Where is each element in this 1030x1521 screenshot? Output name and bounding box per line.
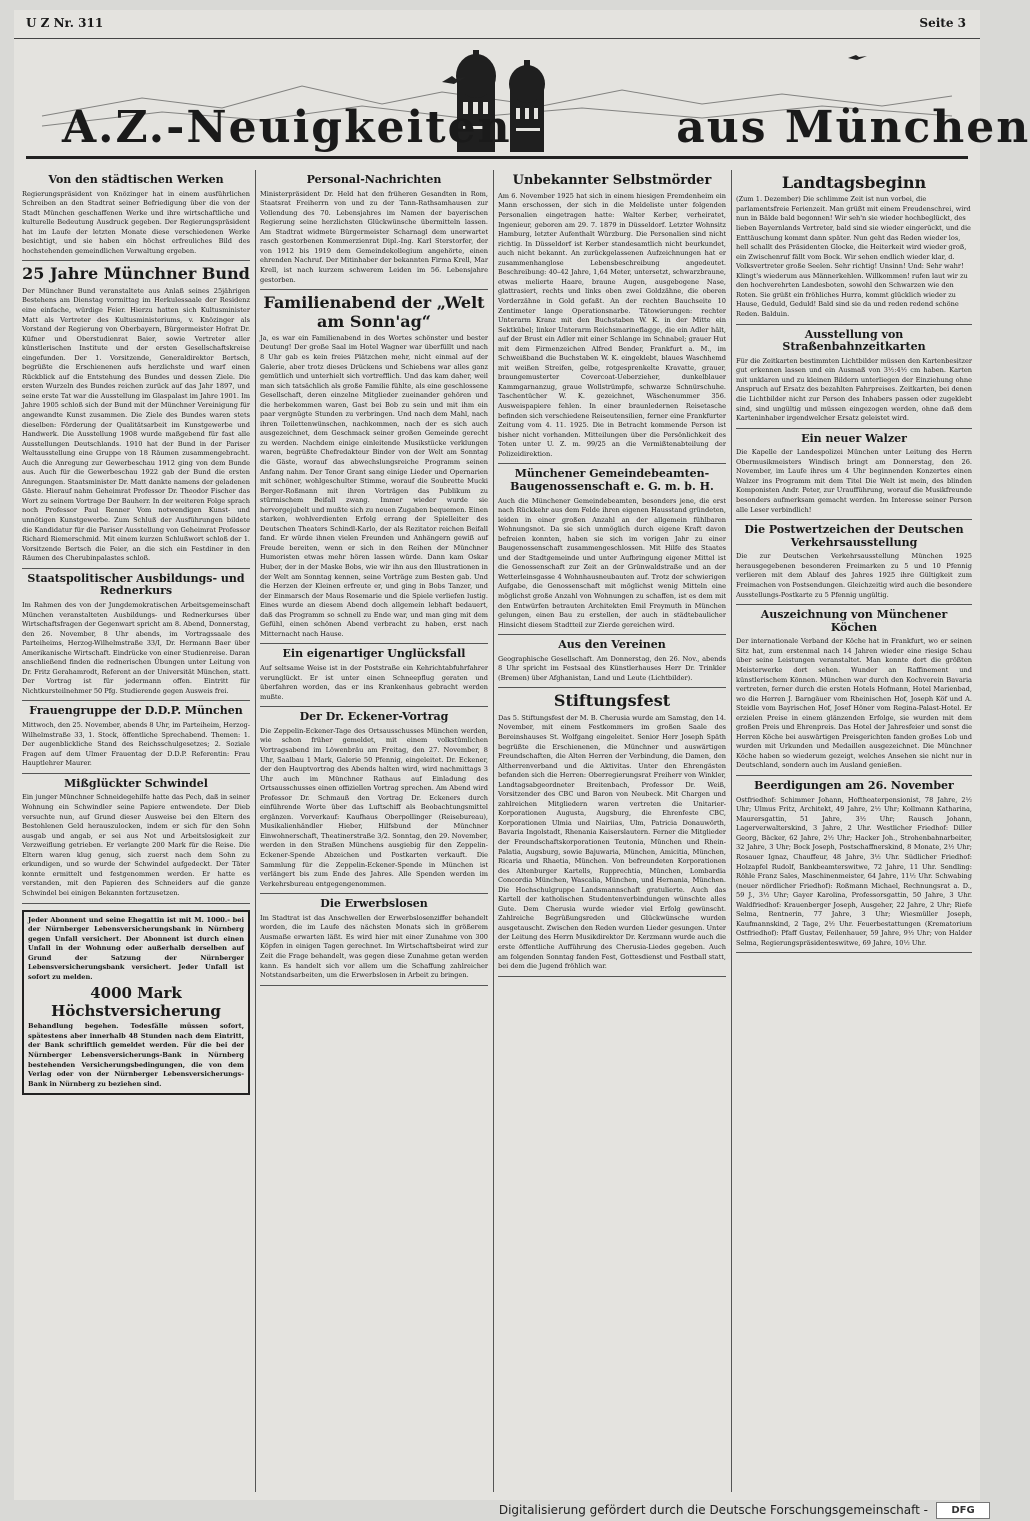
article-divider [260,706,488,707]
issue-number: U Z Nr. 311 [26,16,104,30]
article-headline: Personal-Nachrichten [306,173,442,186]
bird-icon [442,55,867,84]
article [736,524,972,605]
column-4 [736,170,972,1492]
masthead [22,46,1030,166]
article-divider [260,893,488,894]
article-divider [736,519,972,520]
funding-note: Digitalisierung gefördert durch die Deutsche Forschungsgemeinschaft - [498,1503,928,1517]
insurance-notice-box [22,910,250,1096]
article [22,265,250,568]
article-headline: Von den städtischen Werken [48,173,224,186]
article-divider [498,634,726,635]
article-divider [22,773,250,774]
column-rule [731,170,732,1492]
newspaper-page [14,10,1030,1500]
article [498,639,726,688]
article [736,433,972,520]
page-footer [0,1500,1000,1521]
notice-text: Behandlung begehen. Todesfälle müssen sofort, spätestens aber innerhalb 48 Stunden nach dem Eintritt, der Bank schriftlich gemeldet werden. Für die bei der Nürnberger Lebensversicherungs-Bank in Nürnberg bestehenden Versicherungsbedingungen, die von dem Verlag oder von der Nürnberger Lebensversicherungs-Bank in Nürnberg zu beziehen sind. [28,1022,244,1088]
masthead-left: A.Z.-Neuigkeiten [62,102,512,153]
masthead-title [62,102,1030,153]
article-body: Ein junger Münchner Schneidegehilfe hatte das Pech, daß in seiner Wohnung ein Schwindler seine Papiere entwendete. Der Dieb versuchte nun, auf Grund dieser Ausweise bei den Eltern des Bestohlenen Geld herauszulocken, indem er sich für den Sohn ausgab und angab, er sei aus Not und Arbeitslosigkeit zur Verzweiflung getrieben. Er verlangte 200 Mark für die Reise. Die Eltern waren klug genug, sich zuerst nach dem Sohn zu erkundigen, und so wurde der Schwindel aufgedeckt. Der Täter konnte ermittelt und festgenommen werden. Er hatte es verstanden, mit den Papieren des Schneiders auf die ganze Schwindel bei einigen Bekannten fortzusetzen. [22,793,250,897]
column-3 [498,170,726,1492]
article-body: Auch die Münchener Gemeindebeamten, besonders jene, die erst nach Rückkehr aus dem Felde ihren eigenen Hausstand gründeten, leiden in einer großen Anzahl an der allgemein fühlbaren Wohnungsnot. Da sie sich unmöglich durch eigene Kraft davon befreien konnten, haben sie sich im vorigen Jahr zu einer Baugenossenschaft zusammengeschlossen. Mit Hilfe des Staates und der Stadtgemeinde und unter Aufbringung eigener Mittel ist die Genossenschaft zur Zeit an der Grünwaldstraße und an der Wetterleinsgasse 4 Wohnhausneubauten auf. Trotz der schwierigen Aufgabe, die Genossenschaft mit möglichst wenig Mitteln eine möglichst große Anzahl von Wohnungen zu schaffen, ist es dem mit den Entwürfen betrauten Architekten Emil Freymuth in München gelungen, einen Bau zu erstellen, der auch in städtebaulicher Hinsicht diesem Stadtteil zur Zierde gereichen wird. [498,496,726,629]
article-headline: Münchener Gemeindebeamten-Baugenossenschaft e. G. m. b. H. [510,467,714,493]
article-headline: Ausstellung von Straßenbahnzeitkarten [782,327,926,354]
article [736,609,972,776]
article-divider [498,463,726,464]
article-body: Der internationale Verband der Köche hat in Frankfurt, wo er seinen Sitz hat, zum erstenmal nach 14 Jahren wieder eine riesige Schau über seine Leistungen veranstaltet. Man konnte dort die größten Meisterwerke dort sehen. Wunder an Raffinement und künstlerischem Können. München war durch den Kochverein Bavaria vertreten, ferner durch die ersten Hotels Hofmann, Hotel Marienbad, wo die Herren J. Barngäuer vom Rheinischen Hof, Joseph Köf und A. Steidle vom Bayrischen Hof, Josef Höner vom Regina-Palast-Hotel. Er erzielen Preise in einem glänzenden Erfolge, sie wurden mit dem großen Preis und Ehrenpreis. Das Hotel der Jahresfeier und sonst die Herren Köche bei auswärtigen Preisgerichten fanden großes Lob und wurden mit Urkunden und Medaillen ausgezeichnet. Die Münchner Köche haben so wiederum gezeigt, welches Ansehen sie nicht nur in Deutschland, sondern auch im Ausland genießen. [736,637,972,770]
article [260,648,488,707]
article-headline: Stiftungsfest [553,691,671,711]
notice-text: Jeder Abonnent und seine Ehegattin ist mit M. 1000.- bei der Nürnberger Lebensversicherungsbank in Nürnberg gegen Unfall versichert. Der Abonnent ist durch einen Unfall in der Wohnung oder außerhalb derselben auf Grund der Satzung der Nürnberger Lebensversicherungsbank versichert. Jeder Unfall ist sofort zu melden. [28,915,244,981]
article-body: Im Rahmen des von der Jungdemokratischen Arbeitsgemeinschaft München veranstalteten Ausbildungs- und Rednerkurses über Wirtschaftsfragen der Gegenwart spricht am 8. Abend, Donnerstag, den 26. November, 8 Uhr abends, im Vortragssaale des Parteiheims, Herzog-Wilhelmstraße 33/I, Dr. Hermann Baer über Amerikanische Wirtschaft. Eindrücke von einer Studienreise. Daran anschließend finden die rednerischen Übungen unter Leitung von Dr. Fritz Gerahamrodt, Referent an der Universität München, statt. Der Vortrag ist für jedermann offen. Eintritt für Nichtkursteilnehmer 50 Pfg. Studierende gegen Ausweis frei. [22,601,250,695]
article-headline: Die Postwertzeichen der Deutschen Verkehrsausstellung [744,523,964,549]
article-headline: Familienabend der „Welt am Sonn'ag“ [263,293,485,331]
article [22,705,250,773]
masthead-rule [26,156,968,159]
article-divider [22,260,250,261]
article-body: Ja, es war ein Familienabend in des Wortes schönster und bester Deutung! Der große Saal im Hotel Wagner war überfüllt und nach 8 Uhr gab es kein freies Plätzchen mehr, nicht einmal auf der Galerie, aber trotz dieses Drückens und Schiebens war alles ganz gemütlich und unterhielt sich vortrefflich. Und das kam daher, weil man sich tatsächlich als große Familie fühlte, als eine geschlossene Gesellschaft, deren einzelne Mitglieder zueinander gehören und die herbekommen waren, Gast bei Bob zu sein und mit ihm ein paar vergnügte Stunden zu verbringen. Und nach dem Mahl, nach ihren Toilettenwünschen, nachkommen, nach der es sich auch ausgezeichnet, dem Geschmack seiner großen Gemeinde gerecht zu werden. Nachdem einige einleitende Musikstücke verklungen waren, begrüßte Chefredakteur Binder von der Welt am Sonntag die Gäste, worauf das abwechslungsreiche Programm seinen Anfang nahm. Der Tenor Grant sang einige Lieder und Opernarien mit schöner, wohlgeschulter Stimme, worauf die Soubrette Mucki Berger-Roßmann mit ihren Vorträgen das Publikum zu stürmischem Beifall zwang. Immer wieder wurde sie hervorgejubelt und mußte sich zu neuen Zugaben bequemen. Einen starken, wohlverdienten Erfolg errang der Spielleiter des Deutschen Theaters Schindl-Karlo, der als Rezitator reichen Beifall fand. Er würde ihnen vielen Freunden und Anhängern gewiß auf Freude bereiten, wenn er sich in den Reihen der Münchner Humoristen etwas mehr hören lassen würde. Dann kam Oskar Huber, der in der Maske Bobs, wie wir ihn aus den Illustrationen in der Welt am Sonntag kennen, seine Vorträge zum Besten gab. Und die Herzen der Kleinen erfreute er, und ging in Bobs Tanzer, und der Einmarsch der Maus Rosemarie und die Spiele verliefen lustig. Eines wurde an diesem Abend doch allgemein lebhaft bedauert, daß das Programm so schnell zu Ende war, und man ging mit dem Gefühl, einen schönen Abend verbracht zu haben, erst nach Mitternacht nach Hause. [260,333,488,638]
article-headline: Die Erwerbslosen [320,897,428,911]
article-body: Im Stadtrat ist das Anschwellen der Erwerbslosenziffer behandelt worden, die im Laufe des nächsten Monats sich in größerem Ausmaße erwarten läßt. Es wird hier mit einer Zunahme von 300 Köpfen in einigen Tagen gerechnet. Im Wirtschaftsbeirat wird zur Zeit die Frage behandelt, was gegen diese Zunahme getan werden kann. Es handelt sich vor allem um die Schaffung zahlreicher Notstandsarbeiten, um die Erwerbslosen in Arbeit zu bringen. [260,913,488,980]
article-body: Für die Zeitkarten bestimmten Lichtbilder müssen den Kartenbesitzer gut erkennen lassen und ein Ausmaß von 3½:4½ cm haben. Karten mit unklaren und zu kleinen Bildern unterliegen der Einziehung ohne Anspruch auf Ersatz des bezahlten Fahrpreises. Zeitkarten, bei denen die Lichtbilder nicht zur Person des Inhabers passen oder zugeklebt sind, sind ungültig und müssen eingezogen werden, ohne daß dem Karteninhaber irgendwelcher Ersatz geleistet wird. [736,356,972,423]
article-body: Ministerpräsident Dr. Held hat den früheren Gesandten in Rom, Staatsrat Freiherrn von und zu der Tann-Rathsamhausen zur Vollendung des 70. Lebensjahres im Namen der bayerischen Regierung seine herzlichsten Glückwünsche übermitteln lassen. Am Stadtrat widmete Bürgermeister Scharnagl dem unerwartet rasch gestorbenen Kommerzienrat Dipl.-Ing. Karl Sterstorfer, der von 1912 bis 1919 dem Gemeindekollegium angehörte, einen ehrenden Nachruf. Der Mitinhaber der bekannten Firma Krell, Mar Krell, ist nach kurzem schwerem Leiden im 56. Lebensjahre gestorben. [260,189,488,284]
article-headline: Frauengruppe der D.D.P. München [29,704,243,718]
article-headline: Ein eigenartiger Unglücksfall [282,647,466,661]
article-headline: Staatspolitischer Ausbildungs- und Rednerkurs [27,571,245,598]
article-divider [736,604,972,605]
article-divider [260,985,488,986]
column-1 [22,170,250,1492]
article-body: Die Kapelle der Landespolizei München unter Leitung des Herrn Obermusikmeisters Windisch bringt am Donnerstag, den 26. November, im Laufe ihres um 4 Uhr beginnenden Konzertes einen Walzer ins Programm mit dem Titel Die Welt ist mein, des blinden Komponisten Andr. Peter, zur Uraufführung, worauf die Musikfreunde besonders aufmerksam gemacht werden. Im Interesse seiner Person alle Leser verbindlich! [736,448,972,514]
column-2 [260,170,488,1492]
article-divider [22,568,250,569]
article-body: Das 5. Stiftungsfest der M. B. Cherusia wurde am Samstag, den 14. November, mit einem Festkommers im großen Saale des Bereinshauses St. Wolfgang eingeleitet. Senior Herr Joseph Späth begrüßte die Erschienenen, die Münchner und auswärtigen Freundschaften, die Alten Herren der Verbindung, die Damen, den Altherrenverband und die Aktivitas. Unter den Ehrengästen befanden sich die Herren: Oberregierungsrat Freiherr von Winkler, Landtagsabgeordneter Breitenbach, Professor Dr. Weiß, Vorsitzender des CBC und Baron von Neubeck. Mit Chargen und zahlreichen Mitgliedern waren vertreten die Unitarier-Korporationen Augusta, Augsburg, die Ehrenfeste CBC, Korporationen Ulmia und Nairiias, Ulm, Patricia Donauwörth, Bavaria Ingolstadt, Rhenania Kaiserslautern. Ferner die Mitglieder der Freundschaftskorporationen Teutonia, München und Rhein-Palatia, Augsburg, sowie Bajuwaria, München, Amicitia, München, Ricaria und Rhaetia, München. Von befreundeten Korporationen des Altenburger Kartells, Rupprechtia, München, Lombardia Concordia München, Wascalia, München, und Hernania, München. Die Hochschulgruppe Landsmannschaft gratulierte. Auch das Kartell der katholischen Studentenverbindungen wünschte alles Gute. Dem Cherusia wurde wieder viel Erfolg gewünscht. Zahlreiche Begrüßungsreden und Glückwünsche wurden ausgetauscht. Zwischen den Reden wurden Lieder gesungen. Unter der Leitung des Herrn Musikdirektor Dr. Kerzmann wurde auch die erste öffentliche Aufführung des Cherusia-Liedes gegeben. Auch am folgenden Sonntag fanden Fest, Gottesdienst und Festball statt, bei dem die Jugend fröhlich war. [498,713,726,971]
article-body: Ostfriedhof: Schimmer Johann, Hoftheaterpensionist, 78 Jahre, 2½ Uhr; Ulmus Fritz, Architekt, 49 Jahre, 2½ Uhr; Kollmann Katharina, Maurersgattin, 51 Jahre, 3½ Uhr; Rausch Johann, Lagerverwalterskind, 3 Jahre, 2 Uhr. Westlicher Friedhof: Diller Georg, Bäcker, 62 Jahre, 2½ Uhr; Hacker Joh., Strohenbahnarbeiter, 32 Jahre, 3 Uhr; Bock Joseph, Postschaffnerskind, 8 Monate, 2½ Uhr; Rosauer Ignaz, Chauffeur, 48 Jahre, 3½ Uhr. Südlicher Friedhof: Holzapfel Rudolf, Bankbeamterswitwe, 72 Jahre, 11 Uhr. Sendling: Röhle Franz Sales, Maschinenmeister, 64 Jahre, 11½ Uhr. Schwabing (neuer nördlicher Friedhof): Roßmann Michael, Rechnungsrat a. D., 59 J., 3½ Uhr; Gayer Karolina, Professorsgattin, 50 Jahre, 3 Uhr. Waldfriedhof: Krauenberger Joseph, Ausgeher, 22 Jahre, 2 Uhr; Riefe Selma, Rentnerin, 77 Jahre, 3 Uhr; Wiesmüller Joseph, Kaufmannskind, 2 Tage, 2½ Uhr. Feuerbestattungen (Krematorium Ostfriedhof): Pfaff Gustav, Feilenhauer, 59 Jahre, 9½ Uhr; von Halder Selma, Regierungspräsidenteswitwe, 69 Jahre, 10½ Uhr. [736,795,972,947]
article-headline: Auszeichnung von Münchener Köchen [760,608,948,634]
columns [22,170,972,1492]
article [498,468,726,635]
article-headline: 25 Jahre Münchner Bund [22,264,250,284]
article-headline: Der Dr. Eckener-Vortrag [299,710,449,724]
column-rule [255,170,256,1492]
article [22,174,250,261]
article [260,711,488,894]
article-body: Die Zeppelin-Eckener-Tage des Ortsausschusses München werden, wie schon früher gemeldet, mit einem volkstümlichen Vortragsabend im Löwenbräu am Freitag, den 27. November, 8 Uhr, Saalbau 1 Mark, Galerie 50 Pfennig, eingeleitet. Dr. Eckener, der den Hauptvortrag des Abends halten wird, wird nachmittags 3 Uhr auch im Münchner Rathaus auf Einladung des Ortsausschusses einen offiziellen Vortrag sprechen. Am Abend wird Professor Dr. Schmauß den Vortrag Dr. Eckeners durch einführende Worte über das Luftschiff als Beobachtungsmittel ergänzen. Vorverkauf: Kaufhaus Oberpollinger (Reisebureau), Musikalienhändler Hieber, Hilfsbund der Münchner Einwohnerschaft, Theatinerstraße 3/2. Sonntag, den 29. November, werden in den Straßen Münchens ausgiebig für den Zeppelin-Eckener-Spende Abzeichen und Postkarten verkauft. Die Sammlung für die Zeppelin-Eckener-Spende in München ist verlängert bis zum Ende des Jahres. Alle Spenden werden im Verkehrsbureau entgegengenommen. [260,726,488,888]
article [260,174,488,290]
page-header [14,10,980,39]
article [260,898,488,985]
article [22,910,250,1096]
article-body: Regierungspräsident von Knözinger hat in einem ausführlichen Schreiben an den Stadtrat seiner Befriedigung über die von der Stadt München geschaffenen Werke und ihre wirtschaftliche und kulturelle Bedeutung Ausdruck gegeben. Der Regierungspräsident hat im Laufe der letzten Monate diese verschiedenen Werke besichtigt, und sie haben ein höchst erfreuliches Bild des hochstehenden gemeindlichen Verwaltung ergeben. [22,189,250,255]
article-body: Am 6. November 1925 hat sich in einem hiesigen Fremdenheim ein Mann erschossen, der sich in die Meldeliste unter folgenden Personalien eingetragen hatte: Walter Kerber, verheiratet, Ingenieur, geboren am 29. 7. 1879 in Düsseldorf. Letzter Wohnsitz Hamburg, letzter Aufenthalt Würzburg. Die Personalien sind nicht richtig. In Düsseldorf ist Kerber standesamtlich nicht beurkundet, auch nicht bekannt. An zurückgelassenen Aufzeichnungen hat er zusammenhanglose Lebensbeschreibung angedeutet. Beschreibung: 40–42 Jahre, 1,64 Meter, untersetzt, schwarzbraune, etwas melierte Haare, braune Augen, ausgebogene Nase, glattrasiert, rechts und links oben zwei Goldzähne, die oberen Vorderzähne in Gold gefaßt. An der rechten Bauchseite 10 Zentimeter lange Operationsnarbe. Tätowierungen: rechter Unterarm Kranz mit den Buchstaben W. K. in der Mitte ein Sektkübel; linker Unterarm Reichsmarineflagge, die ein Adler hält, auf der Brust ein Adler mit einer Schlange im Schnabel; grauer Hut mit dem Firmenzeichen Alfred Bender, Frankfurt a. M., im Schweißband die Buchstaben W. K. eingeklebt, blaues Waschhemd mit weißen Streifen, gelbe, rotgesprenkelte Kravatte, grauer, braungemusterter Covercoat-Ueberzieher, dunkelblauer Kammgarnanzug, graue Wollstrümpfe, schwarze Schnürschuhe. Taschentücher W. K. gezeichnet, Wäschenummer 356. Ausweispapiere fehlen. In einer braunledernen Reisetasche befinden sich verschiedene Reiseutensilien, ferner eine Frankfurter Zeitung vom 4. 11. 1925. Die in Betracht kommende Person ist bisher nicht vorhanden. Mitteilungen über die Persönlichkeit des Toten unter U. Z. m. 99/25 an die Vermißtenabteilung der Polizeidirektion. [498,191,726,458]
article-headline: Aus den Vereinen [558,638,666,652]
article-headline: Landtagsbeginn [781,173,927,192]
article-body: Die zur Deutschen Verkehrsausstellung München 1925 herausgegebenen besonderen Freimarken zu 5 und 10 Pfennig verlieren mit dem Ablauf des Jahres 1925 ihre Gültigkeit zum Freimachen von Postsendungen. Gleichzeitig wird auch die besondere Ausstellungs-Postkarte zu 5 Pfennig ungültig. [736,552,972,599]
article-divider [736,428,972,429]
article-headline: Mißglückter Schwindel [64,776,208,790]
article-divider [498,687,726,688]
article [736,174,972,325]
article [498,174,726,464]
article [498,692,726,976]
article-headline: Beerdigungen am 26. November [754,779,954,793]
dfg-logo: DFG [936,1502,990,1519]
article [260,294,488,644]
article-divider [736,775,972,776]
article-body: Der Münchner Bund veranstaltete aus Anlaß seines 25jährigen Bestehens am Dienstag vormittag im Herkulessaale der Residenz eine einfache, würdige Feier. Hierzu hatten sich Kultusminister Matt als Vertreter des Kultusministeriums, v. Knözinger als Vorstand der Regierung von Oberbayern, Bürgermeister Hofrat Dr. Küfner und Oberstudienrat Baier, sowie Vertreter aller künstlerischen Institute und der ersten Gesellschaftskreise eingefunden. Der 1. Vorsitzende, Generaldirektor Bertsch, begrüßte die Erschienenen aufs herzlichste und warf einen Rückblick auf die Entstehung des Bundes und dessen Ziele. Die ersten Wurzeln des Bundes reichen zurück auf das Jahr 1897, und seine erste Tat war die Ausstellung im Glaspalast im Jahre 1901. Im Jahre 1905 schloß sich der Bund mit der Münchner Vereinigung für angewandte Kunst zusammen. Die Ziele des Bundes waren stets dieselben: Förderung der Qualitätsarbeit im Kunstgewerbe und Handwerk. Die Ausstellung 1908 wurde maßgebend für fast alle Ausstellungen Deutschlands. 1910 hat der Bund in der Pariser Weltausstellung eine Gruppe von 18 Räumen zusammengebracht. Auch die Anregung zur Gewerbeschau 1912 ging von dem Bunde aus. Auch für die Gewerbeschau 1922 gab der Bund die ersten Anregungen. Staatsminister Dr. Matt dankte namens der geladenen Gäste. Hierauf nahm Geheimrat Professor Dr. Theodor Fischer das Wort zu seinem Vortrage Der Bauherr. In der weiteren Folge sprach noch Professor Paul Renner Vom notwendigen Kunst- und unnötigen Kunstgewerbe. Zum Schluß der Ausführungen bildete die Kandidatur für die Pariser Ausstellung von Geheimrat Professor Richard Riemerschmid. Mit einem kurzen Schlußwort schloß der 1. Vorsitzende Bertsch die Feier, an die sich ein Festdiner in den Räumen des Cherubinpalastes schloß. [22,286,250,563]
article-body: Mittwoch, den 25. November, abends 8 Uhr, im Parteiheim, Herzog-Wilhelmstraße 33, 1. Stock, öffentliche Sprechabend. Themen: 1. Der augenblickliche Stand des Reichsschulgesetzes; 2. Soziale Fragen auf dem Ulmer Frauentag der D.D.P. Referentin: Frau Hauptlehrer Maurer. [22,721,250,768]
article-divider [260,643,488,644]
page-number: Seite 3 [919,16,966,30]
article-divider [22,700,250,701]
article-body: Auf seltsame Weise ist in der Poststraße ein Kehrichtabfuhrfahrer verunglückt. Er ist unter einen Schneepflug geraten und überfahren worden, das er ins Krankenhaus gebracht werden mußte. [260,664,488,701]
column-rule [493,170,494,1492]
article-divider [260,289,488,290]
article-body: (Zum 1. Dezember) Die schlimme Zeit ist nun vorbei, die parlamentsfreie Ferienzeit. Man grüßt mit einem Freudenschrei, wird nun in Bälde bald begonnen! Wir seh'n sie wieder hochbeglückt, des lieben Bayernlands Vertreter, bald sind sie wieder eingerückt, und die Enttäuschung kommt dann später. Nun geht das Reden wieder los, hell schallt des Präsidenten Glocke, die Heiterkeit wird wieder groß, ein Zwischenruf fällt vom Bock. Wir sehen endlich wieder klar, d. Volksvertreter große Seelen. Sehr richtig! Unsinn! Und: Sehr wahr! Klingt's wiederum aus Männerkehlen. Willkommen! rufen laut wir zu den hochverehrten Landesboten, sowohl den Schwarzen wie den Roten. Sie grüßt ein fröhliches Hurra, kommt glücklich wieder zu Hause, Geduld, Geduld! Bald sind sie da und reden redend schöne Reden. Balduin. [736,195,971,318]
article-body: Geographische Gesellschaft. Am Donnerstag, den 26. Nov., abends 8 Uhr spricht im Festsaal des Künstlerhauses Herr Dr. Trinkler (Bremen) über Afghanistan, Land und Leute (Lichtbilder). [498,654,726,682]
article [736,329,972,429]
article [22,778,250,904]
article-divider [498,976,726,977]
article-divider [736,324,972,325]
article [22,573,250,702]
article [736,780,972,953]
notice-headline: 4000 Mark Höchstversicherung [51,984,221,1021]
article-divider [736,952,972,953]
article-headline: Ein neuer Walzer [801,431,907,445]
article-headline: Unbekannter Selbstmörder [512,173,712,188]
article-divider [22,903,250,904]
masthead-right: aus München [676,102,1030,153]
